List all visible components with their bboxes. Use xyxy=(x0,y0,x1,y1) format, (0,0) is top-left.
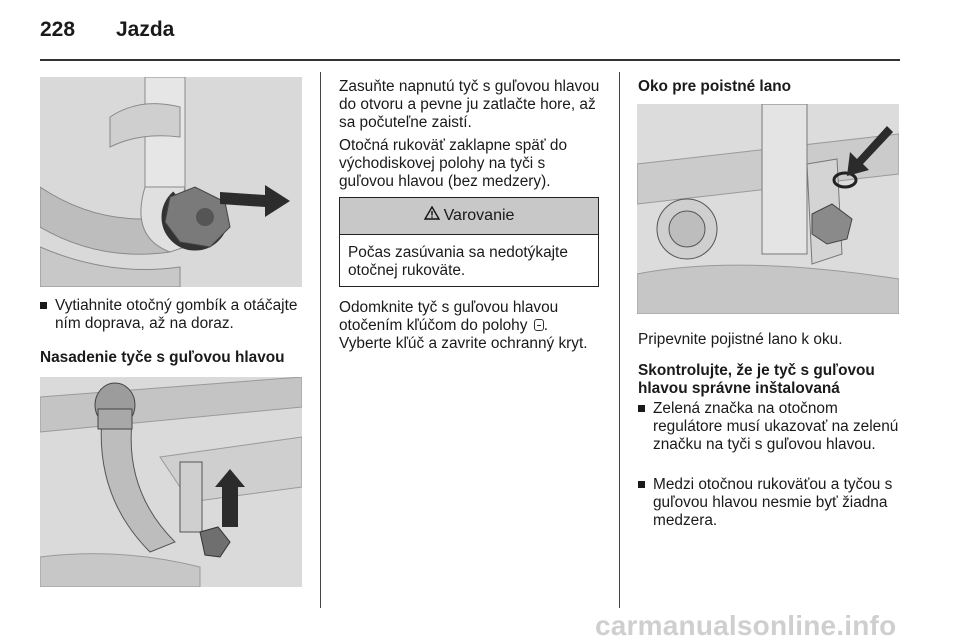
instruction-paragraph-3: Odomknite tyč s guľovou hlavou otočením kľúčom do polohy . Vyberte kľúč a zavrite ochranný kryt. xyxy=(339,299,588,353)
column-divider-right xyxy=(619,72,620,608)
key-position-icon xyxy=(534,319,544,331)
instruction-paragraph-1: Zasuňte napnutú tyč s guľovou hlavou do otvoru a pevne ju zatlačte hore, až sa počuteľne zaistí. xyxy=(339,78,600,132)
column-divider-left xyxy=(320,72,321,608)
list-item xyxy=(638,476,903,531)
paragraph-3-line-1: Odomknite tyč s guľovou hlavou xyxy=(339,299,559,316)
page-number: 228 xyxy=(40,18,76,41)
warning-triangle-icon xyxy=(424,198,440,234)
warning-box xyxy=(339,197,599,287)
paragraph-3-line-2: otočením kľúčom do polohy xyxy=(339,317,528,335)
list-item xyxy=(638,400,903,455)
figure-ball-rod-insertion xyxy=(40,377,302,587)
page-title: Jazda xyxy=(116,18,175,41)
warning-text: Počas zasúvania sa nedotýkajte otočnej rukoväte. xyxy=(348,244,568,280)
figure-caption: Pripevnite pojistné lano k oku. xyxy=(638,331,843,348)
check-heading: Skontrolujte, že je tyč s guľovou hlavou správne inštalovaná xyxy=(638,362,875,398)
header-rule xyxy=(40,59,900,61)
warning-header xyxy=(340,198,598,235)
bullet-text: Zelená značka na otočnom regulátore musí ukazovať na zelenú značku na tyči s guľovou hlavou. xyxy=(653,400,899,454)
paragraph-3-line-3: Vyberte kľúč a zavrite ochranný kryt. xyxy=(339,335,588,353)
section-heading: Oko pre poistné lano xyxy=(638,78,792,95)
section-heading: Nasadenie tyče s guľovou hlavou xyxy=(40,349,285,366)
list-item xyxy=(40,297,310,333)
figure-safety-rope-eye xyxy=(637,104,899,314)
warning-title: Varovanie xyxy=(443,207,515,225)
watermark: carmanualsonline.info xyxy=(595,610,897,641)
instruction-paragraph-2: Otočná rukoväť zaklapne späť do východiskovej polohy na tyči s guľovou hlavou (bez medzery). xyxy=(339,137,568,191)
bullet-text: Medzi otočnou rukoväťou a tyčou s guľovou hlavou nesmie byť žiadna medzera. xyxy=(653,476,893,530)
figure-rotary-knob xyxy=(40,77,302,287)
bullet-text: Vytiahnite otočný gombík a otáčajte ním doprava, až na doraz. xyxy=(55,297,298,333)
